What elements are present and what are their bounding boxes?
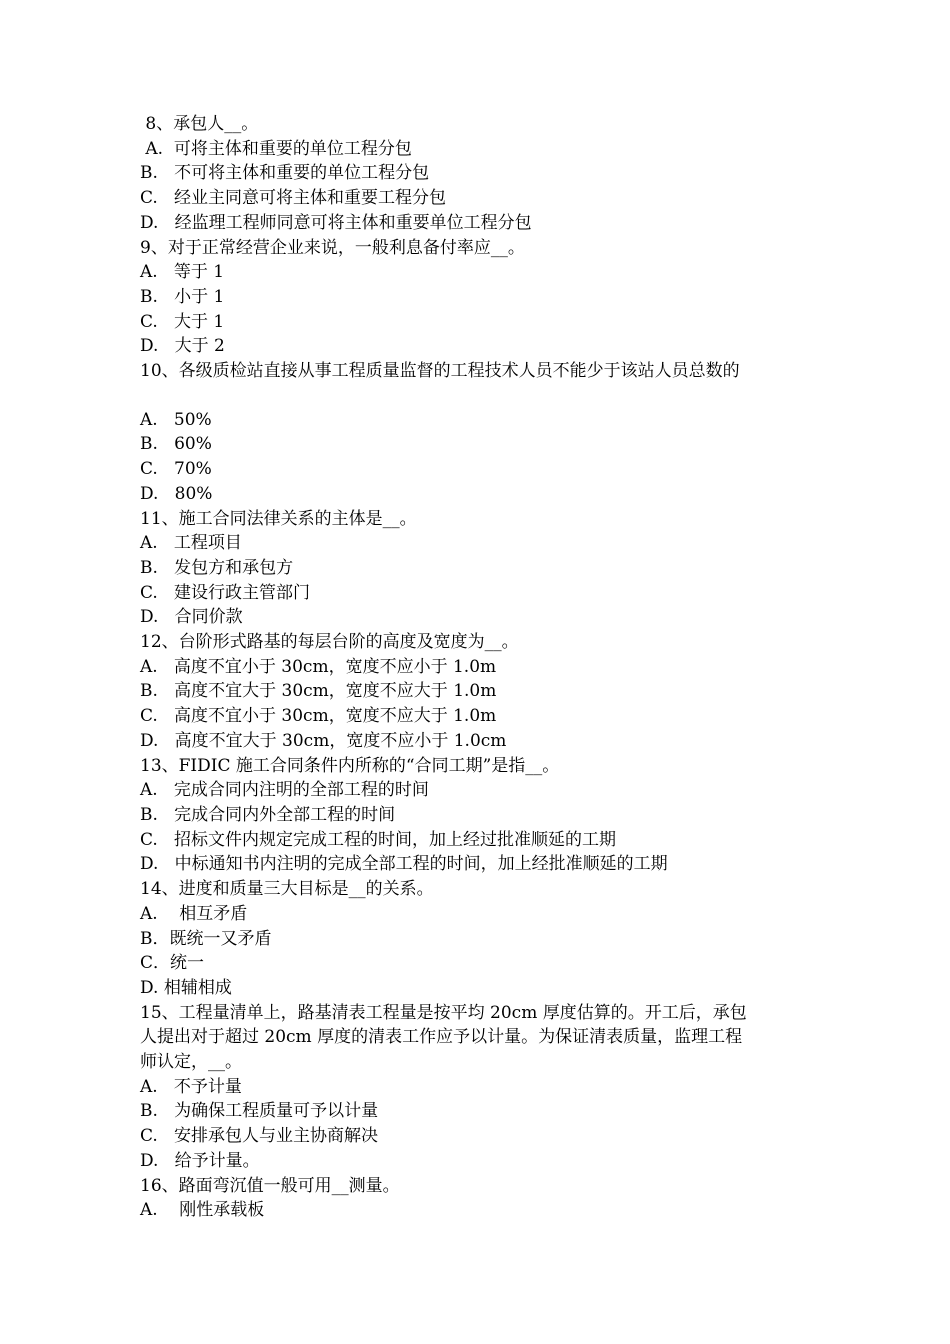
text-line: A. 相互矛盾 bbox=[140, 903, 248, 924]
text-line: B. 高度不宜大于 30cm，宽度不应大于 1.0m bbox=[140, 681, 497, 702]
document-body bbox=[140, 112, 820, 1223]
text-line: C. 经业主同意可将主体和重要工程分包 bbox=[140, 188, 447, 209]
text-line: A. 等于 1 bbox=[140, 262, 225, 283]
text-line: 16、路面弯沉值一般可用__测量。 bbox=[140, 1175, 400, 1196]
text-line: D. 中标通知书内注明的完成全部工程的时间，加上经批准顺延的工期 bbox=[140, 854, 668, 875]
text-line: A. 不予计量 bbox=[140, 1076, 242, 1097]
text-line: 14、进度和质量三大目标是__的关系。 bbox=[140, 879, 434, 900]
text-line: B. 60% bbox=[140, 434, 212, 455]
text-line: 12、台阶形式路基的每层台阶的高度及宽度为__。 bbox=[140, 632, 519, 653]
text-line: D. 大于 2 bbox=[140, 336, 225, 357]
text-line: D. 给予计量。 bbox=[140, 1150, 260, 1171]
text-line: 11、施工合同法律关系的主体是__。 bbox=[140, 508, 417, 529]
text-line bbox=[140, 384, 820, 408]
text-line: 师认定，__。 bbox=[140, 1052, 242, 1073]
text-line: A. 高度不宜小于 30cm，宽度不应小于 1.0m bbox=[140, 656, 497, 677]
text-line: 15、工程量清单上，路基清表工程量是按平均 20cm 厚度估算的。开工后，承包 bbox=[140, 1002, 747, 1023]
text-line: A. 可将主体和重要的单位工程分包 bbox=[140, 138, 412, 159]
text-line: C. 建设行政主管部门 bbox=[140, 582, 311, 603]
text-line: 13、FIDIC 施工合同条件内所称的“合同工期”是指__。 bbox=[140, 755, 560, 776]
text-line: B. 为确保工程质量可予以计量 bbox=[140, 1101, 379, 1122]
text-line: C. 安排承包人与业主协商解决 bbox=[140, 1126, 379, 1147]
text-line: C. 70% bbox=[140, 459, 212, 480]
text-line: A. 工程项目 bbox=[140, 533, 242, 554]
text-line: B．既统一又矛盾 bbox=[140, 928, 272, 949]
text-line: C. 大于 1 bbox=[140, 311, 225, 332]
text-line: B. 小于 1 bbox=[140, 286, 225, 307]
text-line: C. 招标文件内规定完成工程的时间，加上经过批准顺延的工期 bbox=[140, 829, 617, 850]
text-line: 8、承包人__。 bbox=[140, 114, 259, 134]
text-line: 9、对于正常经营企业来说，一般利息备付率应__。 bbox=[140, 237, 525, 258]
text-line: D. 高度不宜大于 30cm，宽度不应小于 1.0cm bbox=[140, 730, 507, 751]
text-line: D. 经监理工程师同意可将主体和重要单位工程分包 bbox=[140, 212, 532, 233]
text-line: 人提出对于超过 20cm 厚度的清表工作应予以计量。为保证清表质量，监理工程 bbox=[140, 1027, 743, 1048]
text-line: A. 刚性承载板 bbox=[140, 1200, 265, 1221]
text-line: B. 发包方和承包方 bbox=[140, 557, 294, 578]
text-line: D. 相辅相成 bbox=[140, 977, 232, 998]
text-line: D. 80% bbox=[140, 483, 213, 504]
text-line: D. 合同价款 bbox=[140, 607, 243, 628]
text-line: C．统一 bbox=[140, 953, 205, 974]
text-line: B. 完成合同内外全部工程的时间 bbox=[140, 804, 396, 825]
text-line: 10、各级质检站直接从事工程质量监督的工程技术人员不能少于该站人员总数的 bbox=[140, 361, 740, 382]
text-line: A. 完成合同内注明的全部工程的时间 bbox=[140, 780, 429, 801]
text-line: C. 高度不宜小于 30cm，宽度不应大于 1.0m bbox=[140, 706, 497, 727]
text-line: B. 不可将主体和重要的单位工程分包 bbox=[140, 163, 430, 184]
text-line: A. 50% bbox=[140, 409, 212, 430]
